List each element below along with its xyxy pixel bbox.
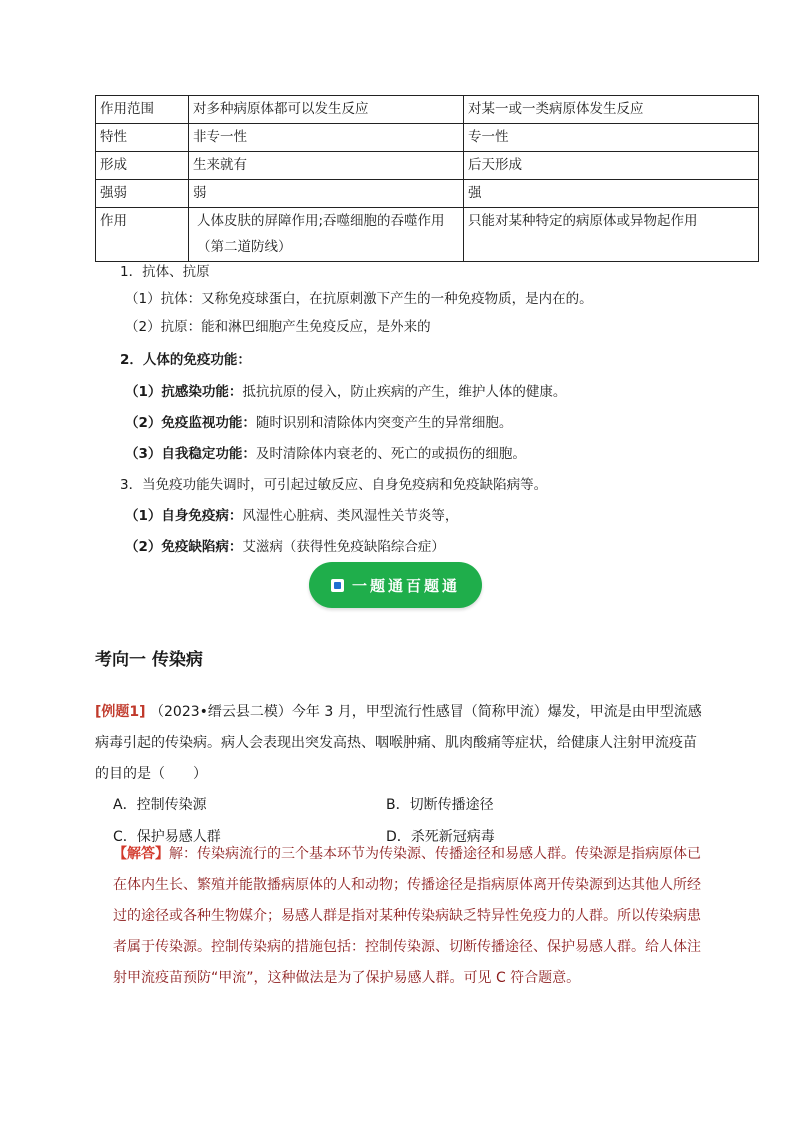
note-2-title: 2．人体的免疫功能： [120, 352, 251, 368]
table-row [96, 152, 759, 180]
item-text: 及时清除体内衰老的、死亡的或损伤的细胞。 [255, 446, 526, 462]
item-text: 风湿性心脏病、类风湿性关节炎等， [242, 508, 459, 524]
table-row [96, 180, 759, 208]
specific-cell: 只能对某种特定的病原体或异物起作用 [464, 208, 759, 262]
row-label: 强弱 [96, 180, 189, 208]
answer-text: 解：传染病流行的三个基本环节为传染源、传播途径和易感人群。传染源是指病原体已在体内生长、繁殖并能散播病原体的人和动物；传播途径是指病原体离开传染源到达其他人所经过的途径或各种生物媒介；易感人群是指对某种传染病缺乏特异性免疫力的人群。所以传染病患者属于传染源。控制传染病的措施包括：控制传染源、切断传播途径、保护易感人群。给人体注射甲流疫苗预防“甲流”，这种做法是为了保护易感人群。可见 C 符合题意。 [113, 846, 701, 986]
note-2-item-3 [125, 444, 526, 464]
question-text: （2023•缙云县二模）今年 3 月，甲型流行性感冒（简称甲流）爆发，甲流是由甲型流感病毒引起的传染病。病人会表现出突发高热、咽喉肿痛、肌肉酸痛等症状，给健康人注射甲流疫苗的目的是（ ） [95, 704, 702, 782]
specific-cell: 后天形成 [464, 152, 759, 180]
note-3-title: 3．当免疫功能失调时，可引起过敏反应、自身免疫病和免疫缺陷病等。 [120, 477, 548, 493]
example-question [95, 697, 707, 790]
nonspecific-cell: 非专一性 [189, 124, 464, 152]
item-label: （2）免疫缺陷病： [125, 539, 243, 555]
note-2-item-1 [125, 382, 566, 402]
option-d: D．杀死新冠病毒 [386, 829, 495, 845]
table-row [96, 96, 759, 124]
example-tag: [例题1] [95, 704, 146, 720]
note-1-antibody: （1）抗体：又称免疫球蛋白，在抗原刺激下产生的一种免疫物质，是内在的。 [125, 291, 593, 307]
answer-block [113, 839, 705, 994]
practice-banner [309, 562, 482, 608]
nonspecific-cell: 弱 [189, 180, 464, 208]
item-text: 艾滋病（获得性免疫缺陷综合症） [242, 539, 445, 555]
item-label: （2）免疫监视功能： [125, 415, 256, 431]
item-label: （3）自我稳定功能： [125, 446, 256, 462]
immunity-comparison-table [95, 95, 759, 262]
section-heading: 考向一 传染病 [95, 650, 203, 670]
specific-cell: 专一性 [464, 124, 759, 152]
note-2-item-2 [125, 413, 512, 433]
item-label: （1）自身免疫病： [125, 508, 243, 524]
answer-tag: 【解答】 [113, 846, 169, 862]
row-label: 作用范围 [96, 96, 189, 124]
option-c: C．保护易感人群 [113, 829, 221, 845]
row-label: 特性 [96, 124, 189, 152]
item-text: 随时识别和清除体内突变产生的异常细胞。 [255, 415, 513, 431]
nonspecific-cell: 对多种病原体都可以发生反应 [189, 96, 464, 124]
note-3-item-1 [125, 506, 458, 526]
note-1-title: 1．抗体、抗原 [120, 264, 210, 280]
banner-label: 一题通百题通 [351, 576, 460, 595]
note-3-item-2 [125, 537, 445, 557]
nonspecific-cell: 人体皮肤的屏障作用;吞噬细胞的吞噬作用（第二道防线） [189, 208, 464, 262]
book-icon [331, 579, 344, 592]
item-label: （1）抗感染功能： [125, 384, 243, 400]
note-1-antigen: （2）抗原：能和淋巴细胞产生免疫反应，是外来的 [125, 319, 431, 335]
option-b: B．切断传播途径 [386, 797, 494, 813]
option-a: A．控制传染源 [113, 797, 207, 813]
row-label: 作用 [96, 208, 189, 262]
specific-cell: 强 [464, 180, 759, 208]
row-label: 形成 [96, 152, 189, 180]
nonspecific-cell: 生来就有 [189, 152, 464, 180]
specific-cell: 对某一或一类病原体发生反应 [464, 96, 759, 124]
table-row [96, 208, 759, 262]
table-row [96, 124, 759, 152]
item-text: 抵抗抗原的侵入，防止疾病的产生，维护人体的健康。 [242, 384, 567, 400]
